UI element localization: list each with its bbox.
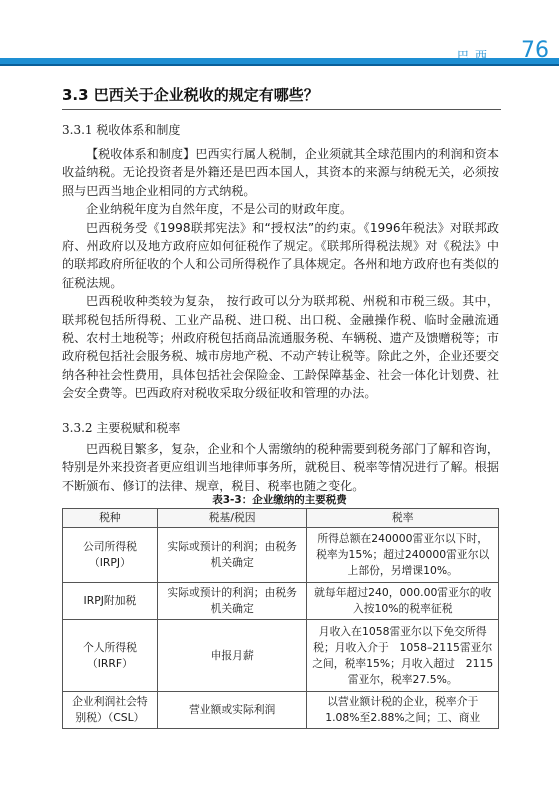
paragraph: 企业纳税年度为自然年度，不是公司的财政年度。 <box>86 202 353 217</box>
running-head: 巴西 <box>456 49 493 63</box>
tax-name-cell: 企业利润社会特 别税）（CSL） <box>63 692 158 729</box>
tax-rate-cell: 月收入在1058雷亚尔以下免交所得 税；月收入介于 1058–2115雷亚尔 之间，税率15%；月收入超过 2115 雷亚尔，税率27.5%。 <box>307 620 499 692</box>
tax-rate-cell: 以营业额计税的企业，税率介于 1.08%至2.88%之间；工、商业 <box>307 692 499 729</box>
tax-base-cell: 营业额或实际利润 <box>157 692 307 729</box>
table-row <box>63 583 499 620</box>
header-cell: 税基/税因 <box>157 509 307 528</box>
subsection-title-tax-system: 3.3.1 税收体系和制度 <box>62 123 181 137</box>
header-cell: 税种 <box>63 509 158 528</box>
table-row <box>63 692 499 729</box>
tax-base-cell: 实际或预计的利润；由税务 机关确定 <box>157 528 307 583</box>
paragraph: 巴西税务受《1998联邦宪法》和“授权法”的约束。《1996年税法》对联邦政府、州政府以及地方政府应如何征税作了规定。《联邦所得税法规》对《税法》中的联邦政府所征收的个人和公司所得税作了具体规定。各州和地方政府也有类似的征税法规。 <box>62 220 499 290</box>
tax-rate-cell: 所得总额在240000雷亚尔以下时， 税率为15%；超过240000雷亚尔以 上部份，另增课10%。 <box>307 528 499 583</box>
section-divider <box>62 109 501 110</box>
section-title: 3.3 巴西关于企业税收的规定有哪些？ <box>62 86 319 104</box>
tax-base-cell: 申报月薪 <box>157 620 307 692</box>
page-number: 76 <box>521 38 549 63</box>
subsection-title-main-taxes: 3.3.2 主要税赋和税率 <box>62 421 181 435</box>
tax-table <box>62 508 499 729</box>
table-header-row <box>63 509 499 528</box>
tax-system-body <box>62 145 499 403</box>
paragraph: 【税收体系和制度】巴西实行属人税制，企业须就其全球范围内的利润和资本收益纳税。无论投资者是外籍还是巴西本国人，其资本的来源与纳税无关，必须按照与巴西当地企业相同的方式纳税。 <box>62 147 499 198</box>
tax-base-cell: 实际或预计的利润；由税务 机关确定 <box>157 583 307 620</box>
tax-name-cell: IRPJ附加税 <box>63 583 158 620</box>
tax-name-cell: 公司所得税 （IRPJ） <box>63 528 158 583</box>
main-taxes-body <box>62 440 499 495</box>
header-cell: 税率 <box>307 509 499 528</box>
tax-name-cell: 个人所得税 （IRRF） <box>63 620 158 692</box>
header-accent-underline <box>0 64 559 66</box>
table-row <box>63 620 499 692</box>
tax-rate-cell: 就每年超过240，000.00雷亚尔的收 入按10%的税率征税 <box>307 583 499 620</box>
table-caption: 表3-3：企业缴纳的主要税费 <box>212 494 347 506</box>
table-row <box>63 528 499 583</box>
paragraph: 巴西税收种类较为复杂， 按行政可以分为联邦税、州税和市税三级。其中，联邦税包括所得税、工业产品税、进口税、出口税、金融操作税、临时金融流通税、农村土地税等；州政府税包括商品流通服务税、车辆税、遗产及馈赠税等；市政府税包括社会服务税、城市房地产税、不动产转让税等。除此之外，企业还要交纳各种社会性费用，具体包括社会保险金、工龄保障基金、社会一体化计划费、社会安全费等。巴西政府对税收采取分级征收和管理的办法。 <box>62 294 499 401</box>
paragraph: 巴西税目繁多，复杂，企业和个人需缴纳的税种需要到税务部门了解和咨询，特别是外来投资者更应组训当地律师事务所，就税目、税率等情况进行了解。根据不断颁布、修订的法律、规章，税目、税率也随之变化。 <box>62 442 499 493</box>
